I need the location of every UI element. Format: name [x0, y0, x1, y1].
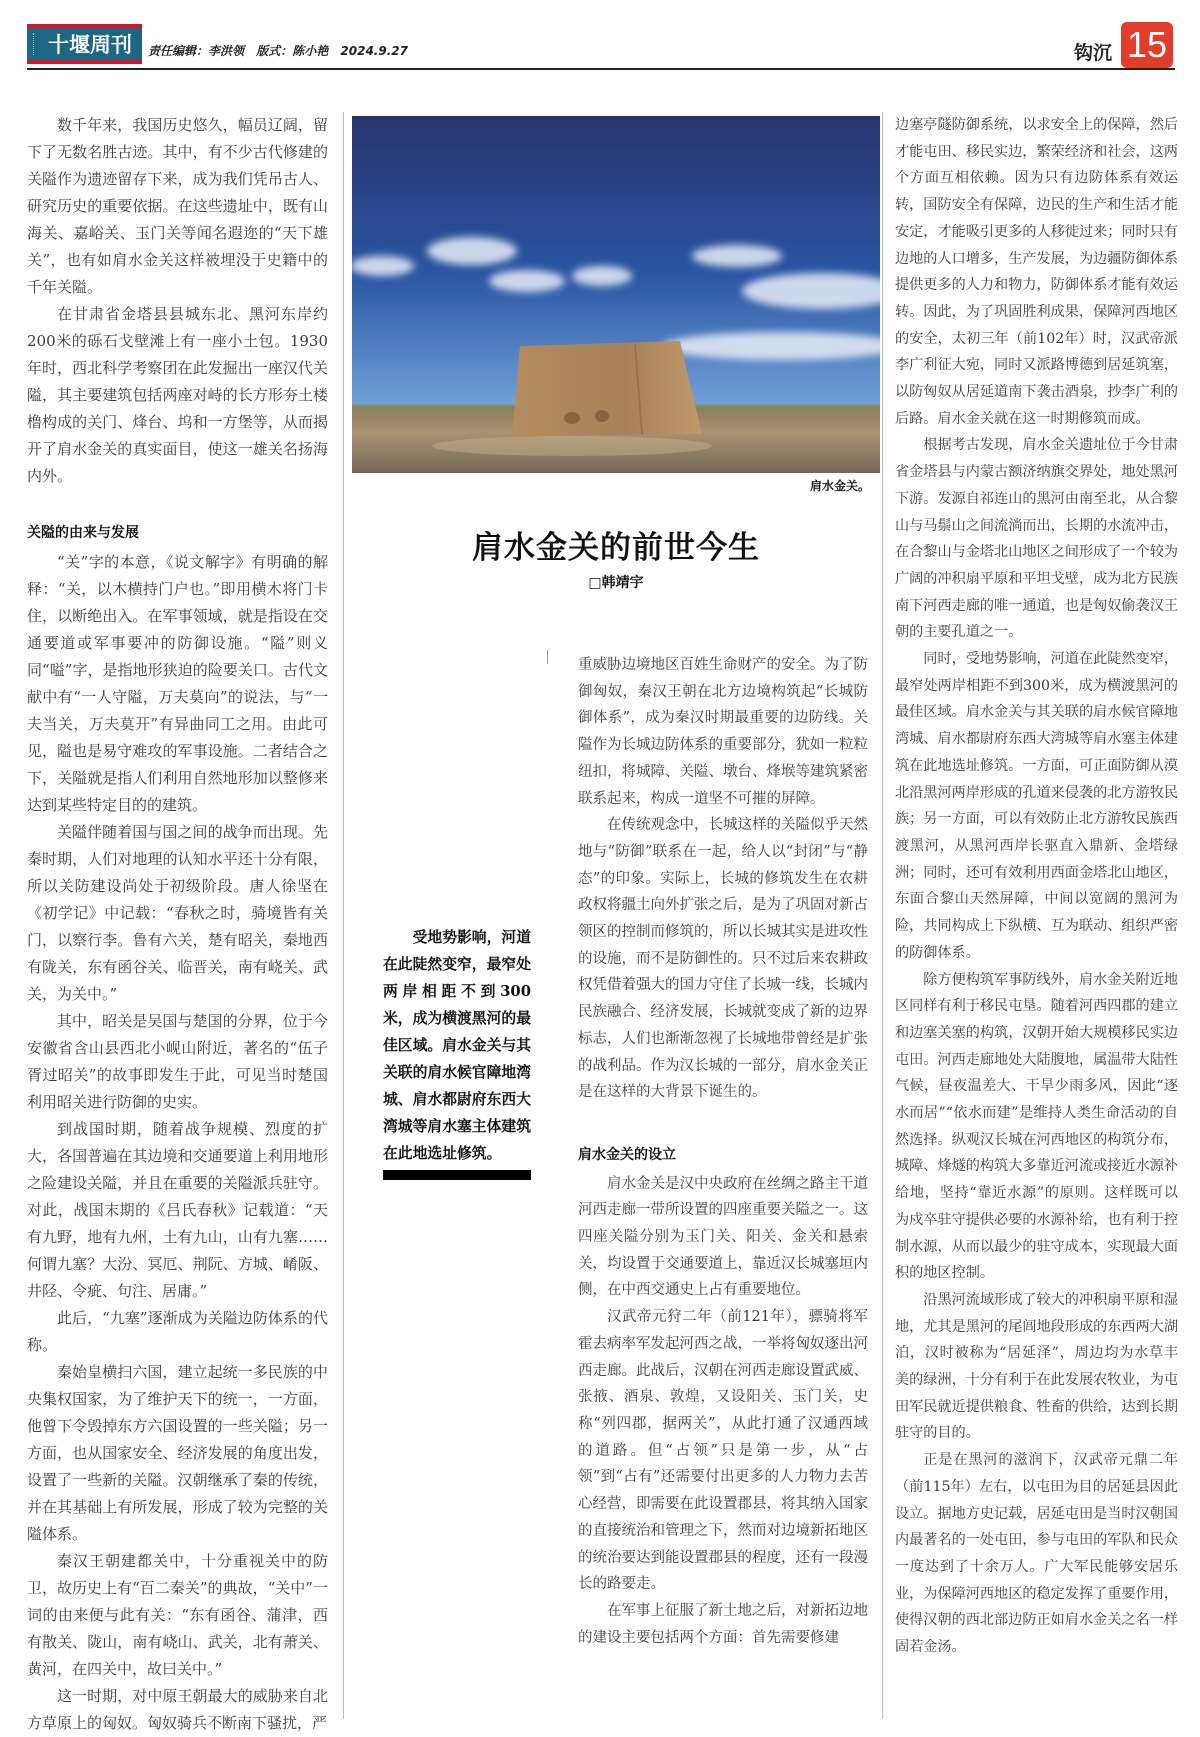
paragraph: 秦始皇横扫六国，建立起统一多民族的中央集权国家，为了维护天下的统一，一方面，他曾下令毁掉东方六国设置的一些关隘；另一方面，也从国家安全、经济发展的角度出发，设置了一些新的关隘。汉朝继承了秦的传统，并在其基础上有所发展，形成了较为完整的关隘体系。	[27, 1363, 328, 1543]
article-photo	[352, 116, 880, 473]
editor-info	[148, 42, 416, 59]
editor-name: 责任编辑：李洪领	[148, 44, 245, 58]
paragraph: 在传统观念中，长城这样的关隘似乎天然地与“防御”联系在一起，给人以“封闭”与“静态”的印象。实际上，长城的修筑发生在农耕政权将疆土向外扩张之后，是为了巩固对新占领区的控制而修筑的，所以长城其实是进攻性的设施，而不是防御性的。只不过后来农耕政权凭借着强大的国力守住了长城一线，长城内民族融合、经济发展，长城就变成了新的边界标志，人们也渐渐忽视了长城地带曾经是扩张的战利品。作为汉长城的一部分，肩水金关正是在这样的大背景下诞生的。	[578, 817, 868, 1101]
paragraph: 肩水金关是汉中央政府在丝绸之路主干道河西走廊一带所设置的四座重要关隘之一。这四座关隘分别为玉门关、阳关、金关和悬索关，均设置于交通要道上，靠近汉长城塞垣内侧，在中西交通史上占有重要地位。	[578, 1175, 868, 1299]
paragraph: 重威胁边境地区百姓生命财产的安全。为了防御匈奴，秦汉王朝在北方边境构筑起“长城防御体系”，成为秦汉时期最重要的边防线。关隘作为长城边防体系的重要部分，犹如一粒粒纽扣，将城障、关隘、墩台、烽堠等建筑紧密联系起来，构成一道坚不可摧的屏障。	[578, 657, 868, 807]
paragraph: 数千年来，我国历史悠久，幅员辽阔，留下了无数名胜古迹。其中，有不少古代修建的关隘作为遗迹留存下来，成为我们凭吊古人、研究历史的重要依据。在这些遗址中，既有山海关、嘉峪关、玉门关等闻名遐迩的“天下雄关”，也有如肩水金关这样被埋没于史籍中的千年关隘。	[27, 116, 328, 296]
paragraph: 汉武帝元狩二年（前121年），骠骑将军霍去病率军发起河西之战，一举将匈奴逐出河西走廊。此战后，汉朝在河西走廊设置武威、张掖、酒泉、敦煌，又设阳关、玉门关，史称“列四郡，据两关”，从此打通了汉通西域的道路。但“占领”只是第一步，从“占领”到“占有”还需要付出更多的人力物力去苦心经营，即需要在此设置郡县，将其纳入国家的直接统治和管理之下，然而对边境新拓地区的统治要达到能设置郡县的程度，还有一段漫长的路要走。	[578, 1309, 868, 1593]
pull-quote-bar	[383, 1170, 531, 1180]
photo-caption: 肩水金关。	[809, 479, 870, 493]
article-title: 肩水金关的前世今生	[472, 530, 760, 566]
fortress-photo-illustration	[352, 116, 880, 473]
paragraph: 在甘肃省金塔县县城东北、黑河东岸约200米的砾石戈壁滩上有一座小土包。1930年时，西北科学考察团在此发掘出一座汉代关隘，其主要建筑包括两座对峙的长方形夯土楼橹构成的关门、烽台、坞和一方堡等，从而揭开了肩水金关的真实面目，使这一雄关名扬海内外。	[27, 305, 328, 485]
section-name: 钩沉	[1074, 42, 1113, 64]
issue-date: 2024.9.27	[340, 44, 408, 58]
column-divider	[343, 112, 344, 1719]
paragraph: 此后，“九塞”逐渐成为关隘边防体系的代称。	[27, 1309, 328, 1354]
paragraph: 边塞亭隧防御系统，以求安全上的保障，然后才能屯田、移民实边，繁荣经济和社会，这两个方面互相依赖。因为只有边防体系有效运转，国防安全有保障，边民的生产和生活才能安定，才能吸引更多的人移徙过来；同时只有边地的人口增多，生产发展，为边疆防御体系提供更多的人力和物力，防御体系才能有效运转。因此，为了巩固胜利成果，保障河西地区的安全，太初三年（前102年）时，汉武帝派李广利征大宛，同时又派路博德到居延筑塞，以防匈奴从居延道南下袭击酒泉，抄李广利的后路。肩水金关就在这一时期修筑而成。	[895, 117, 1178, 427]
decorative-tick	[547, 650, 548, 664]
header-rule	[27, 68, 1175, 70]
section-heading: 肩水金关的设立	[578, 1146, 676, 1163]
paragraph: 除方便构筑军事防线外，肩水金关附近地区同样有利于移民屯垦。随着河西四郡的建立和边塞关塞的构筑，汉朝开始大规模移民实边屯田。河西走廊地处大陆腹地，属温带大陆性气候，昼夜温差大、干旱少雨多风，因此“逐水而居”“依水而建”是维持人类生命活动的自然选择。纵观汉长城在河西地区的构筑分布，城障、烽燧的构筑大多靠近河流或接近水源补给地，坚持“靠近水源”的原则。这样既可以为戍卒驻守提供必要的水源补给，也有利于控制水源，从而以最少的驻守成本，实现最大面积的地区控制。	[895, 971, 1178, 1282]
paragraph: 关隘伴随着国与国之间的战争而出现。先秦时期，人们对地理的认知水平还十分有限，所以关防建设尚处于初级阶段。唐人徐坚在《初学记》中记载：“春秋之时，骑境皆有关门，以察行李。鲁有六关，楚有昭关，秦地西有陇关，东有函谷关、临晋关，南有峣关、武关，为关中。”	[27, 823, 328, 1003]
left-column	[27, 112, 328, 1737]
paragraph: 秦汉王朝建都关中，十分重视关中的防卫，故历史上有“百二秦关”的典故，“关中”一词的由来便与此有关：“东有函谷、蒲津，西有散关、陇山，南有峣山、武关，北有萧关、黄河，在四关中，故曰关中。”	[27, 1552, 328, 1678]
paragraph: 其中，昭关是吴国与楚国的分界，位于今安徽省含山县西北小岘山附近，著名的“伍子胥过昭关”的故事即发生于此，可见当时楚国利用昭关进行防御的史实。	[27, 1012, 328, 1111]
page-number-badge: 15	[1121, 22, 1173, 68]
paragraph: 这一时期，对中原王朝最大的威胁来自北方草原上的匈奴。匈奴骑兵不断南下骚扰，严	[27, 1687, 328, 1732]
section-heading: 关隘的由来与发展	[27, 525, 139, 541]
paragraph: “关”字的本意，《说文解字》有明确的解释：“关，以木横持门户也。”即用横木将门卡住，以断绝出入。在军事领域，就是指设在交通要道或军事要冲的防御设施。“隘”则义同“嗌”字，是指地形狭迫的险要关口。古代文献中有“一人守隘，万夫莫向”的说法，与“一夫当关，万夫莫开”有异曲同工之用。由此可见，隘也是易守难攻的军事设施。二者结合之下，关隘就是指人们利用自然地形加以整修来达到某些特定目的的建筑。	[27, 553, 328, 814]
masthead-logo	[27, 24, 142, 64]
author-byline: □韩靖宇	[588, 575, 644, 591]
logo-decoration	[33, 33, 42, 55]
paragraph: 到战国时期，随着战争规模、烈度的扩大，各国普遍在其边境和交通要道上利用地形之险建设关隘，并且在重要的关隘派兵驻守。对此，战国末期的《吕氏春秋》记载道：“天有九野，地有九州，土有九山，山有九塞……何谓九塞？大汾、冥厄、荆阮、方城、崤阪、井陉、令疵、句注、居庸。”	[27, 1120, 328, 1300]
paragraph: 在军事上征服了新土地之后，对新拓边地的建设主要包括两个方面：首先需要修建	[578, 1602, 868, 1646]
layout-designer: 版式：陈小艳	[256, 44, 329, 58]
middle-column	[578, 652, 868, 1651]
paragraph: 正是在黑河的滋润下，汉武帝元鼎二年（前115年）左右，以屯田为目的居延县因此设立。据地方史记载，居延屯田是当时汉朝国内最著名的一处屯田，参与屯田的军队和民众一度达到了十余万人。广大军民能够安居乐业，为保障河西地区的稳定发挥了重要作用，使得汉朝的西北部边防正如肩水金关之名一样固若金汤。	[895, 1452, 1178, 1656]
logo-text: 十堰周刊	[48, 32, 132, 57]
paragraph: 沿黑河流域形成了较大的冲积扇平原和湿地，尤其是黑河的尾闾地段形成的东西两大湖泊，汉时被称为“居延泽”，周边均为水草丰美的绿洲，十分有利于在此发展农牧业，为屯田军民就近提供粮食、牲畜的供给，达到长期驻守的目的。	[895, 1291, 1178, 1442]
pull-quote: 受地势影响，河道在此陡然变窄，最窄处两岸相距不到300米，成为横渡黑河的最佳区域。肩水金关与其关联的肩水候官障地湾城、肩水都尉府东西大湾城等肩水塞主体建筑在此地选址修筑。	[383, 929, 531, 1162]
right-column	[895, 112, 1178, 1661]
paragraph: 同时，受地势影响，河道在此陡然变窄，最窄处两岸相距不到300米，成为横渡黑河的最佳区域。肩水金关与其关联的肩水候官障地湾城、肩水都尉府东西大湾城等肩水塞主体建筑在此地选址修筑。一方面，可正面防御从漠北沿黑河两岸形成的孔道来侵袭的北方游牧民族；另一方面，可以有效防止北方游牧民族西渡黑河，从黑河西岸长驱直入鼎新、金塔绿洲；同时，还可有效利用西面金塔北山地区，东面合黎山天然屏障，中间以宽阔的黑河为险，共同构成上下纵横、互为联动、组织严密的防御体系。	[895, 651, 1178, 961]
paragraph: 根据考古发现，肩水金关遗址位于今甘肃省金塔县与内蒙古额济纳旗交界处，地处黑河下游。发源自祁连山的黑河由南至北，从合黎山与马鬃山之间流淌而出，长期的水流冲击，在合黎山与金塔北山地区之间形成了一个较为广阔的冲积扇平原和平坦戈壁，成为北方民族南下河西走廊的唯一通道，也是匈奴偷袭汉王朝的主要孔道之一。	[895, 437, 1178, 641]
column-divider	[882, 112, 883, 1719]
